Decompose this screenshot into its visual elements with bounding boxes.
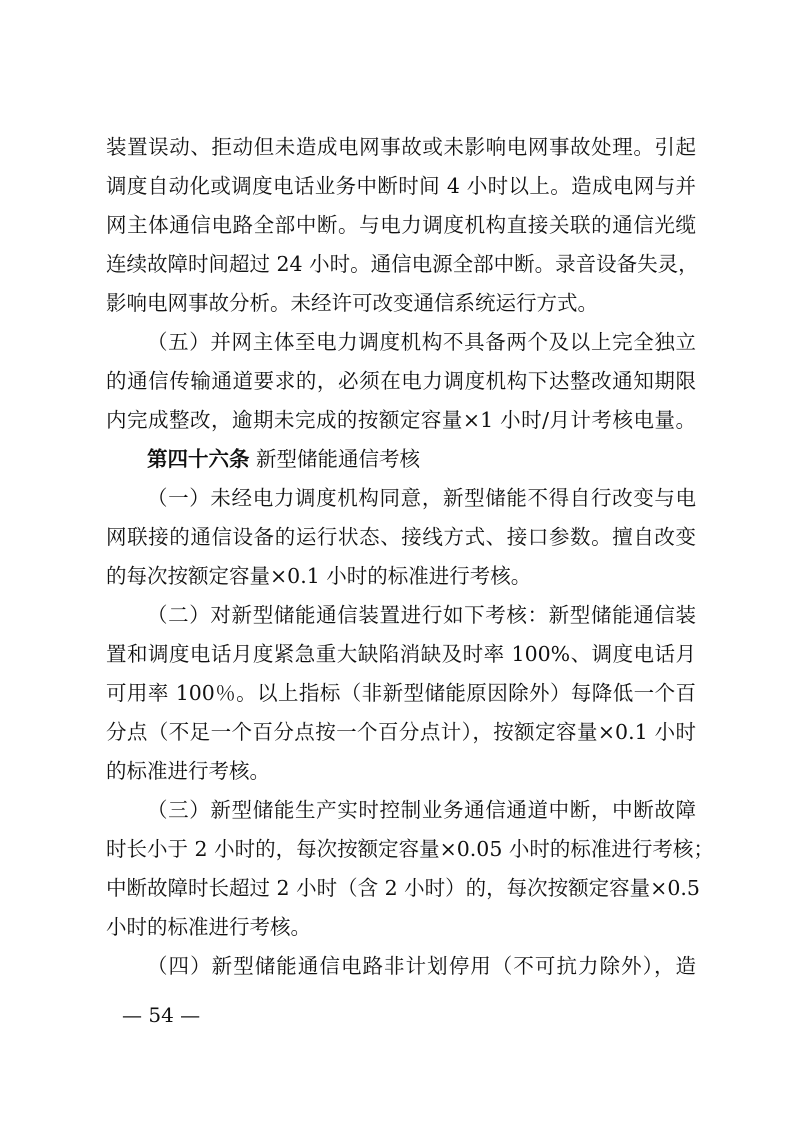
text-line: 中断故障时长超过 2 小时（含 2 小时）的，每次按额定容量×0.5 <box>106 876 700 900</box>
page-number: — 54 — <box>122 1003 201 1027</box>
article-heading-line <box>106 440 696 479</box>
text-line: 调度自动化或调度电话业务中断时间 4 小时以上。造成电网与并 <box>106 174 696 198</box>
text-line: 的标准进行考核。 <box>106 759 270 783</box>
text-line: 可用率 100％。以上指标（非新型储能原因除外）每降低一个百 <box>106 681 696 705</box>
article-title: 新型储能通信考核 <box>256 447 421 471</box>
text-line: （四）新型储能通信电路非计划停用（不可抗力除外），造 <box>147 954 696 978</box>
text-line: （二）对新型储能通信装置进行如下考核：新型储能通信装 <box>147 603 696 627</box>
text-line: 的通信传输通道要求的，必须在电力调度机构下达整改通知期限 <box>106 369 696 393</box>
text-line: 的每次按额定容量×0.1 小时的标准进行考核。 <box>106 564 532 588</box>
text-line: 影响电网事故分析。未经许可改变通信系统运行方式。 <box>106 291 598 315</box>
article-number: 第四十六条 <box>147 447 250 471</box>
text-line: 小时的标准进行考核。 <box>106 915 311 939</box>
text-line: 网联接的通信设备的运行状态、接线方式、接口参数。擅自改变 <box>106 525 696 549</box>
text-line: （五）并网主体至电力调度机构不具备两个及以上完全独立 <box>147 330 696 354</box>
text-line: 网主体通信电路全部中断。与电力调度机构直接关联的通信光缆 <box>106 213 696 237</box>
document-body <box>106 128 714 986</box>
text-line: 时长小于 2 小时的，每次按额定容量×0.05 小时的标准进行考核； <box>106 837 714 861</box>
text-line: 装置误动、拒动但未造成电网事故或未影响电网事故处理。引起 <box>106 135 696 159</box>
text-line: 连续故障时间超过 24 小时。通信电源全部中断。录音设备失灵， <box>106 252 699 276</box>
text-line: （三）新型储能生产实时控制业务通信通道中断，中断故障 <box>147 798 696 822</box>
text-line: 分点（不足一个百分点按一个百分点计），按额定容量×0.1 小时 <box>106 720 696 744</box>
text-line: （一）未经电力调度机构同意，新型储能不得自行改变与电 <box>147 486 696 510</box>
text-line: 内完成整改，逾期未完成的按额定容量×1 小时/月计考核电量。 <box>106 408 696 432</box>
text-line: 置和调度电话月度紧急重大缺陷消缺及时率 100%、调度电话月 <box>106 642 696 666</box>
